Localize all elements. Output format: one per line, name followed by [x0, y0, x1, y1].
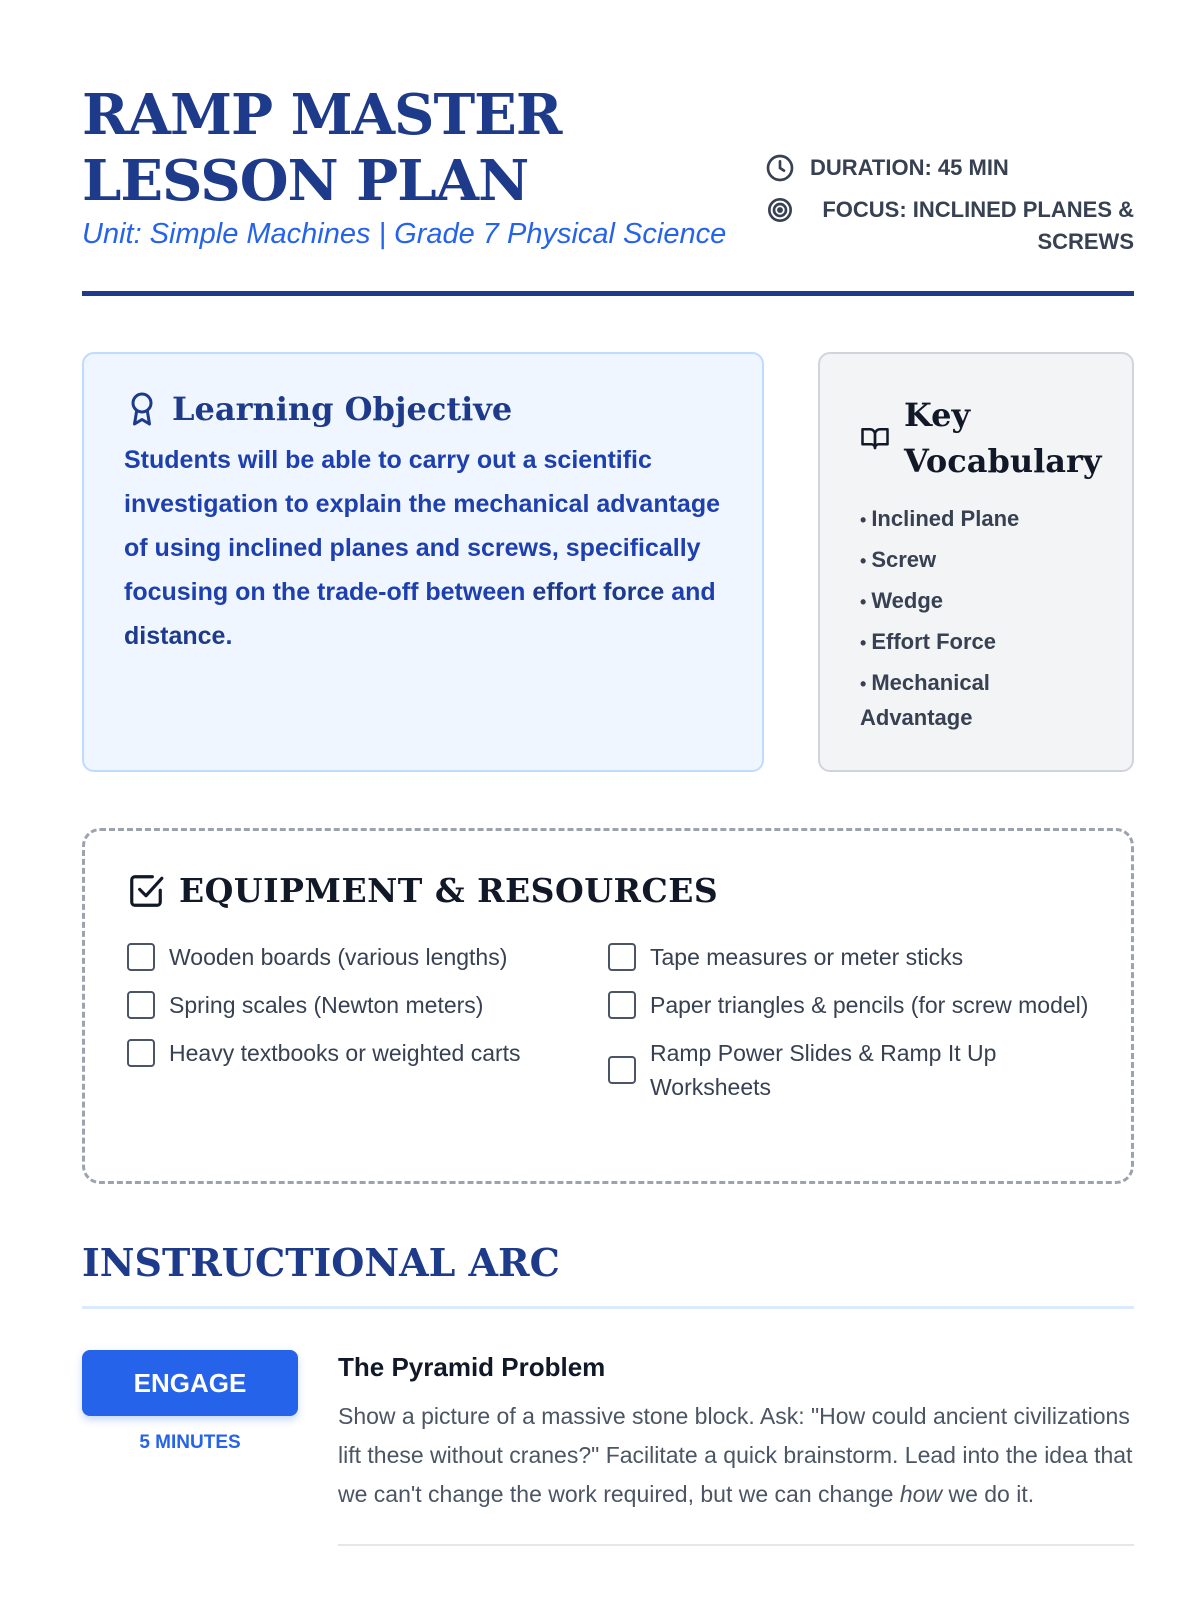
duration-row [764, 152, 1134, 184]
divider [338, 1544, 1134, 1546]
instructional-arc-title: INSTRUCTIONAL ARC [82, 1240, 560, 1285]
vocabulary-title: Key Vocabulary [904, 396, 1102, 480]
equipment-columns [127, 940, 1089, 1118]
checkbox[interactable] [608, 1056, 636, 1084]
equipment-item[interactable]: Spring scales (Newton meters) [127, 988, 608, 1022]
phase-title: The Pyramid Problem [338, 1352, 606, 1382]
equipment-title: EQUIPMENT & RESOURCES [179, 871, 719, 910]
learning-objective-card [82, 352, 764, 772]
focus-text: FOCUS: INCLINED PLANES & SCREWS [822, 197, 1134, 254]
phase-body [338, 1350, 1134, 1546]
checkbox[interactable] [127, 943, 155, 971]
objective-heading [124, 390, 722, 428]
book-icon [860, 423, 890, 453]
vocab-item: • Mechanical Advantage [860, 666, 1092, 735]
objective-title: Learning Objective [172, 390, 513, 428]
duration-text: DURATION: 45 MIN [810, 155, 1009, 180]
vocabulary-list [860, 502, 1092, 735]
checkbox[interactable] [127, 991, 155, 1019]
vocab-item: • Inclined Plane [860, 502, 1092, 537]
phase-description: Show a picture of a massive stone block. Ask: "How could ancient civilizations lift these without cranes?" Facilitate a quick brainstorm. Lead into the idea that we can't change the work required, but we can change how we do it. [338, 1403, 1133, 1507]
emphasis-effort-force: effort force [532, 578, 665, 606]
equipment-item[interactable]: Paper triangles & pencils (for screw model) [608, 988, 1089, 1022]
checkbox[interactable] [127, 1039, 155, 1067]
emphasis-how: how [899, 1481, 943, 1507]
phase-duration: 5 MINUTES [139, 1432, 241, 1453]
objective-text: Students will be able to carry out a scientific investigation to explain the mechanical advantage of using inclined planes and screws, specifically focusing on the trade-off between effort force and distance. [124, 446, 720, 650]
check-square-icon [127, 872, 165, 910]
checkbox[interactable] [608, 943, 636, 971]
key-vocabulary-card [818, 352, 1134, 772]
unit-subtitle: Unit: Simple Machines | Grade 7 Physical Science [82, 218, 727, 250]
focus-row [764, 194, 1134, 258]
award-icon [124, 391, 160, 427]
equipment-heading [127, 871, 1089, 910]
equipment-item[interactable]: Ramp Power Slides & Ramp It Up Worksheets [608, 1036, 1089, 1104]
phase-badge: ENGAGE [82, 1350, 298, 1416]
vocab-item: • Screw [860, 543, 1092, 578]
vocab-item: • Wedge [860, 584, 1092, 619]
equipment-item[interactable]: Wooden boards (various lengths) [127, 940, 608, 974]
target-icon [764, 194, 796, 226]
equipment-column-left [127, 940, 608, 1118]
equipment-checklist [82, 828, 1134, 1184]
divider [82, 1306, 1134, 1309]
clock-icon [764, 152, 796, 184]
equipment-item[interactable]: Tape measures or meter sticks [608, 940, 1089, 974]
vocab-item: • Effort Force [860, 625, 1092, 660]
lesson-header [82, 82, 1134, 296]
vocabulary-heading [860, 392, 1102, 484]
equipment-item[interactable]: Heavy textbooks or weighted carts [127, 1036, 608, 1070]
page-title: RAMP MASTER LESSON PLAN [82, 82, 562, 214]
emphasis-distance: distance [124, 622, 226, 650]
lesson-meta [764, 152, 1134, 258]
equipment-column-right [608, 940, 1089, 1118]
checkbox[interactable] [608, 991, 636, 1019]
